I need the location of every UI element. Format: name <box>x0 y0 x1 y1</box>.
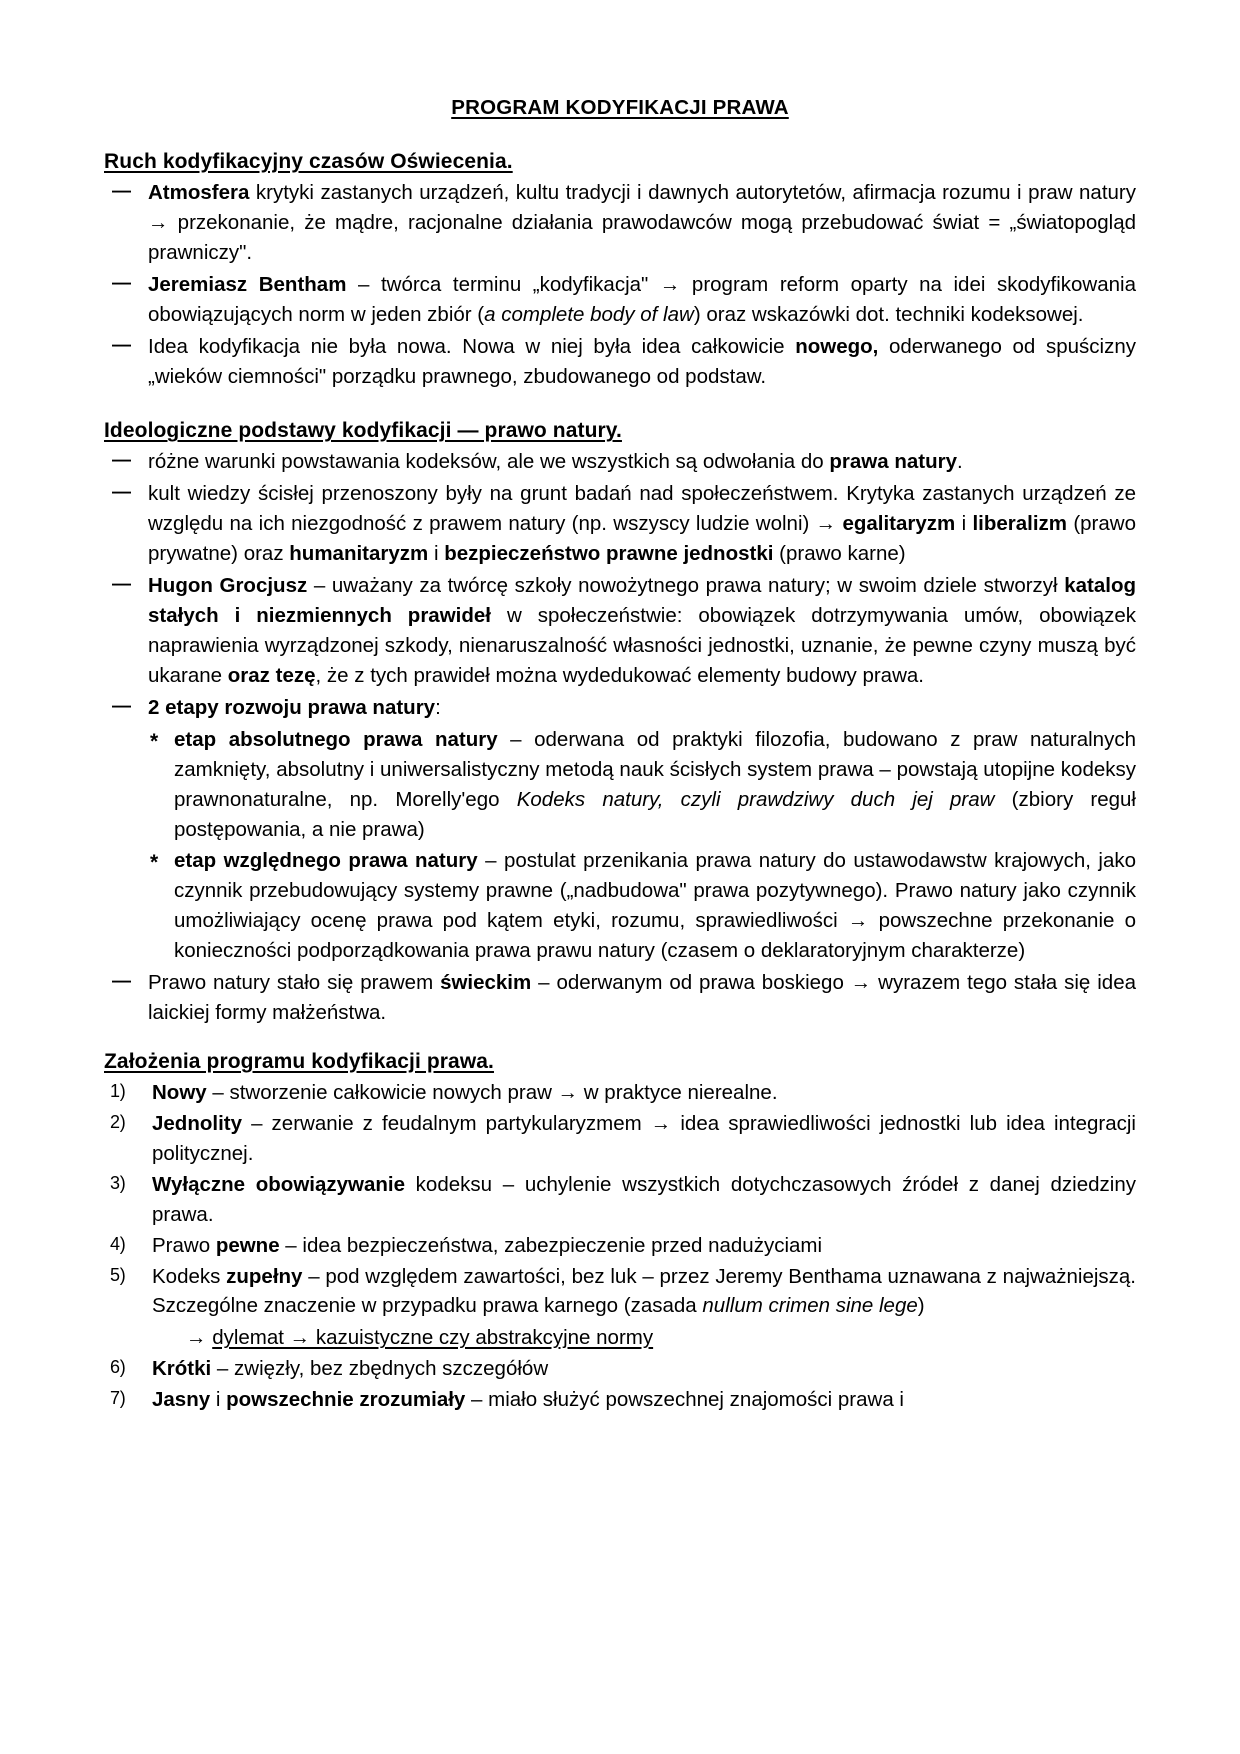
numbered-list-zalozenia <box>104 1078 1136 1415</box>
sub-list-item: * etap absolutnego prawa natury – oderwana od praktyki filozofia, budowano z praw naturalnych zamknięty, absolutny i uniwersalistyczny metodą nauk ścisłych system prawa – powstają utopijne kodeksy prawnonaturalne, np. Morelly'ego Kodeks natury, czyli prawdziwy duch jej praw (zbiory reguł postępowania, a nie prawa) <box>148 725 1136 845</box>
list-item: 7) Jasny i powszechnie zrozumiały – miało służyć powszechnej znajomości prawa i <box>104 1385 1136 1415</box>
list-item: — Jeremiasz Bentham – twórca terminu „kodyfikacja" → program reform oparty na idei skodyfikowania obowiązujących norm w jeden zbiór (a complete body of law) oraz wskazówki dot. techniki kodeksowej. <box>104 270 1136 330</box>
list-item: — kult wiedzy ścisłej przenoszony były na grunt badań nad społeczeństwem. Krytyka zastanych urządzeń ze względu na ich niezgodność z prawem natury (np. wszyscy ludzie wolni) → egalitaryzm i liberalizm (prawo prywatne) oraz humanitaryzm i bezpieczeństwo prawne jednostki (prawo karne) <box>104 479 1136 569</box>
section-heading-zalozenia-programu <box>104 1050 1136 1074</box>
list-item-number: 2) <box>110 1111 126 1132</box>
list-item: — różne warunki powstawania kodeksów, ale we wszystkich są odwołania do prawa natury. <box>104 447 1136 477</box>
section-heading-ideologiczne-podstawy <box>104 419 1136 443</box>
list-item: 6) Krótki – zwięzły, bez zbędnych szczegółów <box>104 1354 1136 1384</box>
sub-bullet-list-etapy <box>148 725 1136 966</box>
list-item: — Hugon Grocjusz – uważany za twórcę szkoły nowożytnego prawa natury; w swoim dziele stworzył katalog stałych i niezmiennych prawideł w społeczeństwie: obowiązek dotrzymywania umów, obowiązek naprawienia wyrządzonej szkody, nienaruszalność własności jednostki, uznanie, że pewne czyny muszą być ukarane oraz tezę, że z tych prawideł można wydedukować elementy budowy prawa. <box>104 571 1136 691</box>
list-item: — Prawo natury stało się prawem świeckim – oderwanym od prawa boskiego → wyrazem tego stała się idea laickiej formy małżeństwa. <box>104 968 1136 1028</box>
section-heading-text: Założenia programu kodyfikacji prawa. <box>104 1049 494 1073</box>
bullet-list-section-2 <box>104 447 1136 1028</box>
list-item-number: 1) <box>110 1080 126 1101</box>
page-title-text: PROGRAM KODYFIKACJI PRAWA <box>451 96 789 119</box>
list-item-number: 7) <box>110 1388 126 1409</box>
list-item: 1) Nowy – stworzenie całkowicie nowych praw → w praktyce nierealne. <box>104 1078 1136 1108</box>
sub-list-item: * etap względnego prawa natury – postulat przenikania prawa natury do ustawodawstw krajowych, jako czynnik przebudowujący systemy prawne („nadbudowa" prawa pozytywnego). Prawo natury jako czynnik umożliwiający ocenę prawa pod kątem etyki, rozumu, sprawiedliwości → powszechne przekonanie o konieczności podporządkowania prawa prawu natury (czasem o deklaratoryjnym charakterze) <box>148 846 1136 966</box>
list-item: — Atmosfera krytyki zastanych urządzeń, kultu tradycji i dawnych autorytetów, afirmacja rozumu i praw natury → przekonanie, że mądre, racjonalne działania prawodawców mogą przebudować świat = „światopogląd prawniczy". <box>104 178 1136 268</box>
sub-note-text: dylemat → kazuistyczne czy abstrakcyjne normy <box>212 1326 654 1350</box>
list-item: 2) Jednolity – zerwanie z feudalnym partykularyzmem → idea sprawiedliwości jednostki lub idea integracji politycznej. <box>104 1109 1136 1169</box>
section-heading-text: Ruch kodyfikacyjny czasów Oświecenia. <box>104 150 513 173</box>
bullet-list-section-1 <box>104 178 1136 391</box>
section-heading-ruch-kodyfikacyjny <box>104 150 1136 174</box>
list-item-number: 5) <box>110 1264 126 1285</box>
list-item-number: 3) <box>110 1172 126 1193</box>
list-item: — 2 etapy rozwoju prawa natury: * etap absolutnego prawa natury – oderwana od praktyki filozofia, budowano z praw naturalnych zamknięty, absolutny i uniwersalistyczny metodą nauk ścisłych system prawa – powstają utopijne kodeksy prawnonaturalne, np. Morelly'ego Kodeks natury, czyli prawdziwy duch jej praw (zbiory reguł postępowania, a nie prawa) * etap względnego prawa natury – postulat przenikania prawa natury do ustawodawstw krajowych, jako czynnik przebudowujący systemy prawne („nadbudowa" prawa pozytywnego). Prawo natury jako czynnik umożliwiający ocenę prawa pod kątem etyki, rozumu, sprawiedliwości → powszechne przekonanie o konieczności podporządkowania prawa prawu natury (czasem o deklaratoryjnym charakterze) <box>104 693 1136 966</box>
section-heading-text: Ideologiczne podstawy kodyfikacji — prawo natury. <box>104 419 622 443</box>
page-title <box>104 96 1136 120</box>
list-item: 4) Prawo pewne – idea bezpieczeństwa, zabezpieczenie przed nadużyciami <box>104 1231 1136 1261</box>
list-item-number: 6) <box>110 1357 126 1378</box>
sub-note-dylemat: → dylemat → kazuistyczne czy abstrakcyjne normy <box>186 1326 654 1350</box>
list-item: — Idea kodyfikacja nie była nowa. Nowa w niej była idea całkowicie nowego, oderwanego od spuścizny „wieków ciemności" porządku prawnego, zbudowanego od podstaw. <box>104 332 1136 392</box>
list-item-number: 4) <box>110 1233 126 1254</box>
list-item: 5) Kodeks zupełny – pod względem zawartości, bez luk – przez Jeremy Benthama uznawana z najważniejszą. Szczególne znaczenie w przypadku prawa karnego (zasada nullum crimen sine lege) → dylemat → kazuistyczne czy abstrakcyjne normy <box>104 1262 1136 1354</box>
list-item: 3) Wyłączne obowiązywanie kodeksu – uchylenie wszystkich dotychczasowych źródeł z danej dziedziny prawa. <box>104 1170 1136 1230</box>
